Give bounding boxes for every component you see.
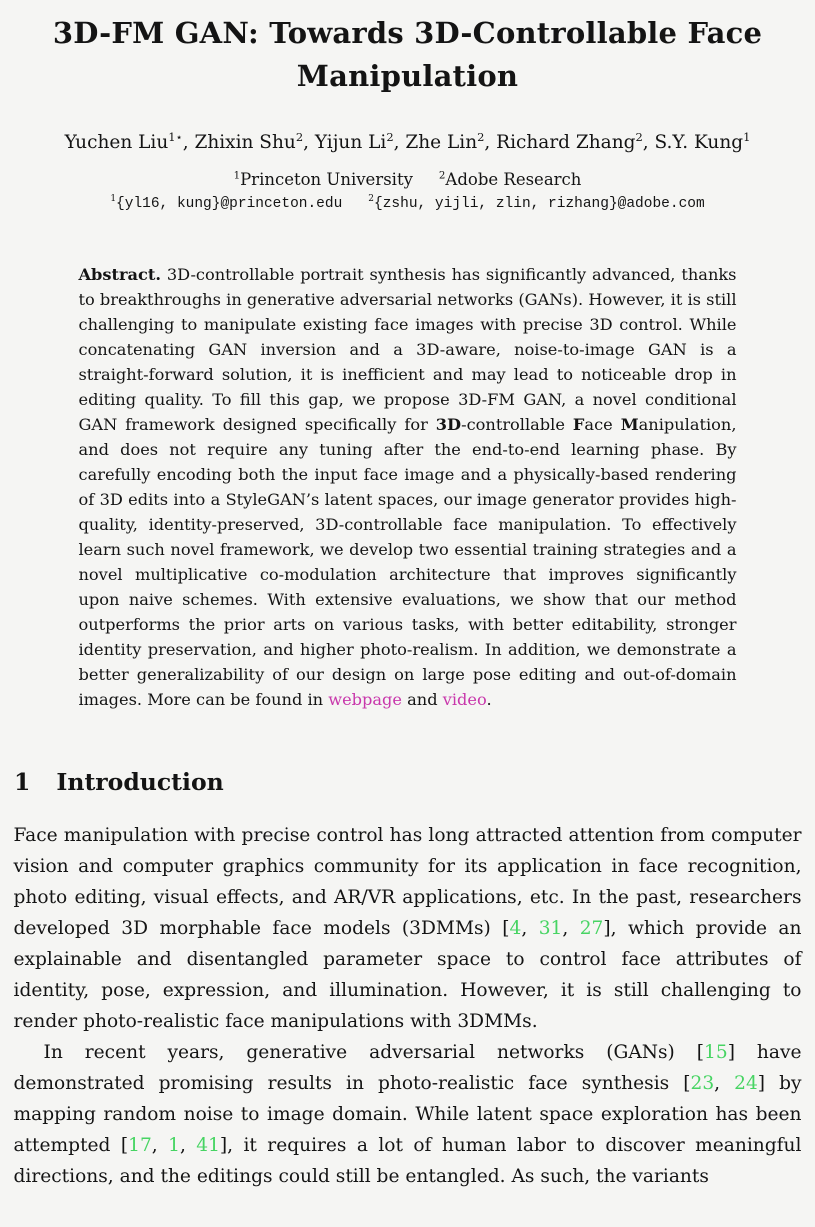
cite-41[interactable]: 41 xyxy=(196,1135,220,1156)
cite-15[interactable]: 15 xyxy=(704,1042,728,1063)
webpage-link[interactable]: webpage xyxy=(328,690,402,709)
section-number: 1 xyxy=(14,768,31,796)
paper-title-line-1: 3D-FM GAN: Towards 3D-Controllable Face xyxy=(52,16,763,50)
affiliation-line: $^1$Princeton University $^2$Adobe Research xyxy=(233,170,582,189)
paper-title-line-2: Manipulation xyxy=(296,59,519,93)
abstract-label: Abstract. xyxy=(78,265,161,284)
cite-31[interactable]: 31 xyxy=(538,918,563,939)
cite-27[interactable]: 27 xyxy=(579,918,604,939)
cite-17[interactable]: 17 xyxy=(128,1135,152,1156)
author-line: Yuchen Liu$^{1⋆}$, Zhixin Shu$^2$, Yijun Li$^2$, Zhe Lin$^2$, Richard Zhang$^2$, S.Y. Kung$^1$ xyxy=(64,129,751,153)
email-line: $^1${yl16, kung}@princeton.edu $^2${zshu, yijli, zlin, rizhang}@adobe.com xyxy=(110,194,705,212)
section-heading-introduction xyxy=(14,768,801,796)
section-title: Introduction xyxy=(56,768,224,796)
cite-4[interactable]: 4 xyxy=(509,918,522,939)
cite-1[interactable]: 1 xyxy=(168,1135,180,1156)
abstract-paragraph: Abstract. 3D-controllable portrait synthesis has significantly advanced, thanks to breakthroughs in generative adversarial networks (GANs). However, it is still challenging to manipulate existing face images with precise 3D control. While concatenating GAN inversion and a 3D-aware, noise-to-image GAN is a straight-forward solution, it is inefficient and may lead to noticeable drop in editing quality. To fill this gap, we propose 3D-FM GAN, a novel conditional GAN framework designed specifically for 3D-controllable Face Manipulation, and does not require any tuning after the end-to-end learning phase. By carefully encoding both the input face image and a physically-based rendering of 3D edits into a StyleGAN’s latent spaces, our image generator provides high-quality, identity-preserved, 3D-controllable face manipulation. To effectively learn such novel framework, we develop two essential training strategies and a novel multiplicative co-modulation architecture that improves significantly upon naive schemes. With extensive evaluations, we show that our method outperforms the prior arts on various tasks, with better editability, stronger identity preservation, and higher photo-realism. In addition, we demonstrate a better generalizability of our design on large pose editing and out-of-domain images. More can be found in webpage and video. xyxy=(78,265,737,709)
intro-paragraph-1: Face manipulation with precise control has long attracted attention from computer vision and computer graphics community for its application in face recognition, photo editing, visual effects, and AR/VR applications, etc. In the past, researchers developed 3D morphable face models (3DMMs) [4, 31, 27], which provide an explainable and disentangled parameter space to control face attributes of identity, pose, expression, and illumination. However, it is still challenging to render photo-realistic face manipulations with 3DMMs. xyxy=(13,825,802,1032)
cite-24[interactable]: 24 xyxy=(734,1073,758,1094)
video-link[interactable]: video xyxy=(442,690,487,709)
cite-23[interactable]: 23 xyxy=(690,1073,715,1094)
intro-paragraph-2: In recent years, generative adversarial networks (GANs) [15] have demonstrated promising results in photo-realistic face synthesis [23, 24] by mapping random noise to image domain. While latent space exploration has been attempted [17, 1, 41], it requires a lot of human labor to discover meaningful directions, and the editings could still be entangled. As such, the variants xyxy=(13,1042,802,1187)
paper-title xyxy=(43,12,773,98)
